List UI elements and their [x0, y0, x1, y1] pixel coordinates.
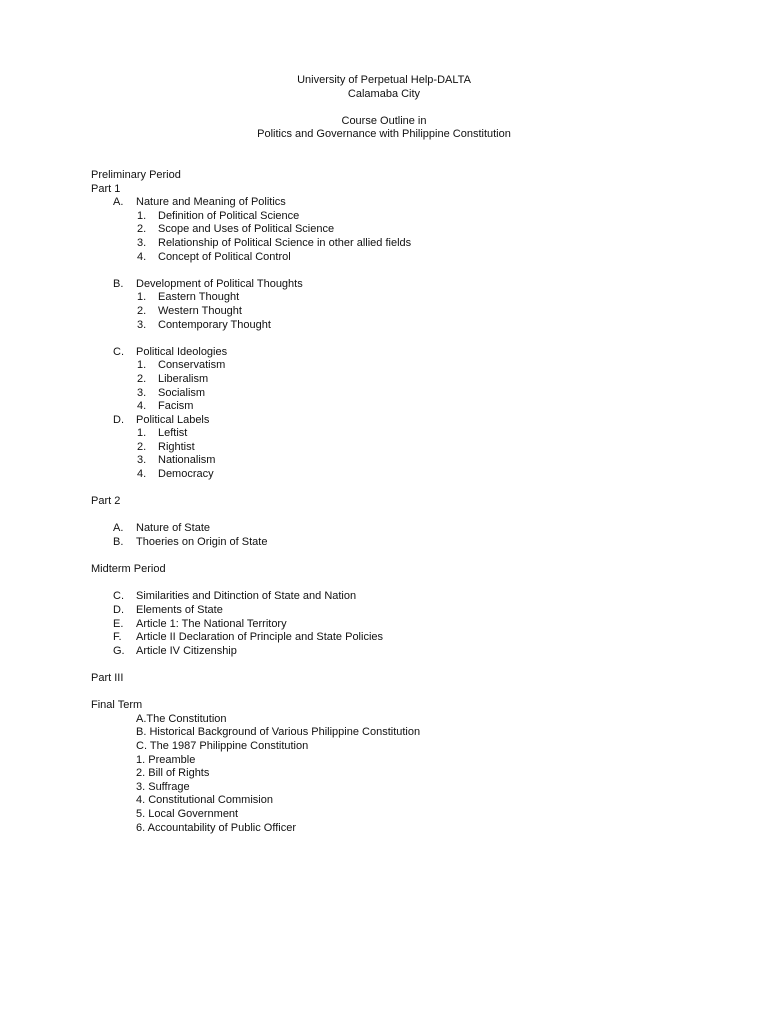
list-marker: B.: [113, 536, 124, 549]
outline-title: Course Outline in: [341, 114, 427, 127]
outline-text: Democracy: [158, 468, 214, 481]
outline-item: [91, 414, 711, 428]
outline-text: Part III: [91, 671, 124, 684]
list-marker: 2.: [137, 223, 147, 236]
section-heading: [91, 672, 711, 686]
list-marker: D.: [113, 604, 124, 616]
outline-item: [91, 631, 711, 645]
outline-item: [91, 305, 711, 319]
list-marker: C.: [113, 590, 124, 603]
blank-line: [91, 550, 711, 564]
outline-item: [91, 618, 711, 632]
outline-text: 6. Accountability of Public Officer: [136, 821, 296, 834]
outline-item: [91, 373, 711, 387]
list-marker: A.: [113, 522, 124, 535]
outline-item: [91, 740, 711, 754]
school-name: University of Perpetual Help-DALTA: [297, 74, 471, 86]
list-marker: G.: [113, 644, 125, 657]
outline-text: Elements of State: [136, 604, 223, 616]
list-marker: 1.: [137, 359, 147, 372]
outline-item: [91, 604, 711, 618]
outline-text: Scope and Uses of Political Science: [158, 223, 335, 236]
outline-text: Liberalism: [158, 372, 209, 385]
list-marker: 2.: [137, 440, 147, 453]
outline-item: [91, 359, 711, 373]
list-marker: 1.: [137, 291, 147, 304]
outline-text: Western Thought: [158, 304, 242, 317]
outline-item: [91, 713, 711, 727]
course-outline: [91, 169, 711, 835]
outline-text: Nature of State: [136, 522, 210, 535]
outline-text: Eastern Thought: [158, 291, 240, 304]
blank-line: [91, 658, 711, 672]
list-marker: 1.: [137, 427, 147, 440]
document-header: [0, 74, 768, 142]
outline-item: [91, 441, 711, 455]
outline-item: [91, 346, 711, 360]
list-marker: 4.: [137, 400, 147, 413]
outline-item: [91, 794, 711, 808]
outline-item: [91, 726, 711, 740]
outline-item: [91, 319, 711, 333]
outline-item: [91, 767, 711, 781]
outline-item: [91, 278, 711, 292]
list-marker: 4.: [137, 468, 147, 481]
outline-item: [91, 237, 711, 251]
outline-text: Definition of Political Science: [158, 209, 300, 222]
outline-text: Article II Declaration of Principle and State Policies: [136, 631, 384, 644]
list-marker: B.: [113, 277, 124, 290]
blank-line: [91, 686, 711, 700]
section-heading: [91, 183, 711, 197]
course-title: Politics and Governance with Philippine Constitution: [257, 128, 511, 141]
outline-text: Conservatism: [158, 359, 226, 372]
outline-item: [91, 196, 711, 210]
list-marker: E.: [113, 617, 124, 630]
outline-text: Preliminary Period: [91, 169, 181, 181]
outline-item: [91, 291, 711, 305]
blank-line: [91, 577, 711, 591]
outline-item: [91, 590, 711, 604]
outline-text: 4. Constitutional Commision: [136, 794, 273, 807]
outline-text: Final Term: [91, 699, 143, 712]
outline-text: Development of Political Thoughts: [136, 277, 303, 290]
outline-text: Part 2: [91, 495, 121, 508]
list-marker: D.: [113, 413, 124, 426]
outline-text: Nature and Meaning of Politics: [136, 196, 286, 209]
outline-item: [91, 223, 711, 237]
list-marker: 4.: [137, 250, 147, 263]
outline-text: Facism: [158, 400, 194, 413]
outline-text: Socialism: [158, 386, 206, 399]
outline-text: Political Ideologies: [136, 345, 228, 358]
city-name: Calamaba City: [347, 87, 421, 100]
outline-item: [91, 400, 711, 414]
outline-text: Rightist: [158, 440, 195, 453]
outline-text: 5. Local Government: [136, 807, 239, 820]
outline-item: [91, 645, 711, 659]
section-heading: [91, 169, 711, 183]
list-marker: 3.: [137, 236, 147, 249]
list-marker: F.: [113, 631, 122, 644]
outline-text: Contemporary Thought: [158, 318, 271, 331]
outline-text: Nationalism: [158, 454, 216, 467]
outline-item: [91, 522, 711, 536]
outline-text: Leftist: [158, 427, 188, 440]
outline-text: Part 1: [91, 182, 121, 195]
outline-text: Similarities and Ditinction of State and Nation: [136, 590, 357, 603]
section-heading: [91, 699, 711, 713]
outline-text: 1. Preamble: [136, 753, 196, 766]
outline-text: A.The Constitution: [136, 712, 227, 725]
blank-line: [91, 264, 711, 278]
list-marker: C.: [113, 345, 124, 358]
outline-text: Political Labels: [136, 413, 210, 426]
outline-text: 3. Suffrage: [136, 780, 190, 793]
blank-line: [91, 332, 711, 346]
list-marker: 2.: [137, 304, 147, 317]
list-marker: 1.: [137, 209, 147, 222]
outline-text: Concept of Political Control: [158, 250, 291, 263]
list-marker: 3.: [137, 454, 147, 467]
outline-item: [91, 454, 711, 468]
outline-text: C. The 1987 Philippine Constitution: [136, 739, 309, 752]
outline-text: Thoeries on Origin of State: [136, 536, 268, 549]
list-marker: 3.: [137, 318, 147, 331]
blank-line: [91, 509, 711, 523]
outline-text: B. Historical Background of Various Philippine Constitution: [136, 726, 421, 739]
section-heading: [91, 563, 711, 577]
outline-item: [91, 468, 711, 482]
outline-item: [91, 808, 711, 822]
outline-item: [91, 781, 711, 795]
outline-text: Relationship of Political Science in other allied fields: [158, 236, 412, 249]
outline-text: Article IV Citizenship: [136, 644, 237, 657]
outline-item: [91, 536, 711, 550]
outline-item: [91, 251, 711, 265]
list-marker: 2.: [137, 372, 147, 385]
outline-text: 2. Bill of Rights: [136, 767, 210, 780]
blank-line: [91, 482, 711, 496]
outline-text: Midterm Period: [91, 563, 166, 576]
outline-item: [91, 427, 711, 441]
list-marker: 3.: [137, 386, 147, 399]
section-heading: [91, 495, 711, 509]
outline-text: Article 1: The National Territory: [136, 617, 287, 630]
outline-item: [91, 387, 711, 401]
outline-item: [91, 210, 711, 224]
outline-item: [91, 754, 711, 768]
list-marker: A.: [113, 196, 124, 209]
outline-item: [91, 822, 711, 836]
